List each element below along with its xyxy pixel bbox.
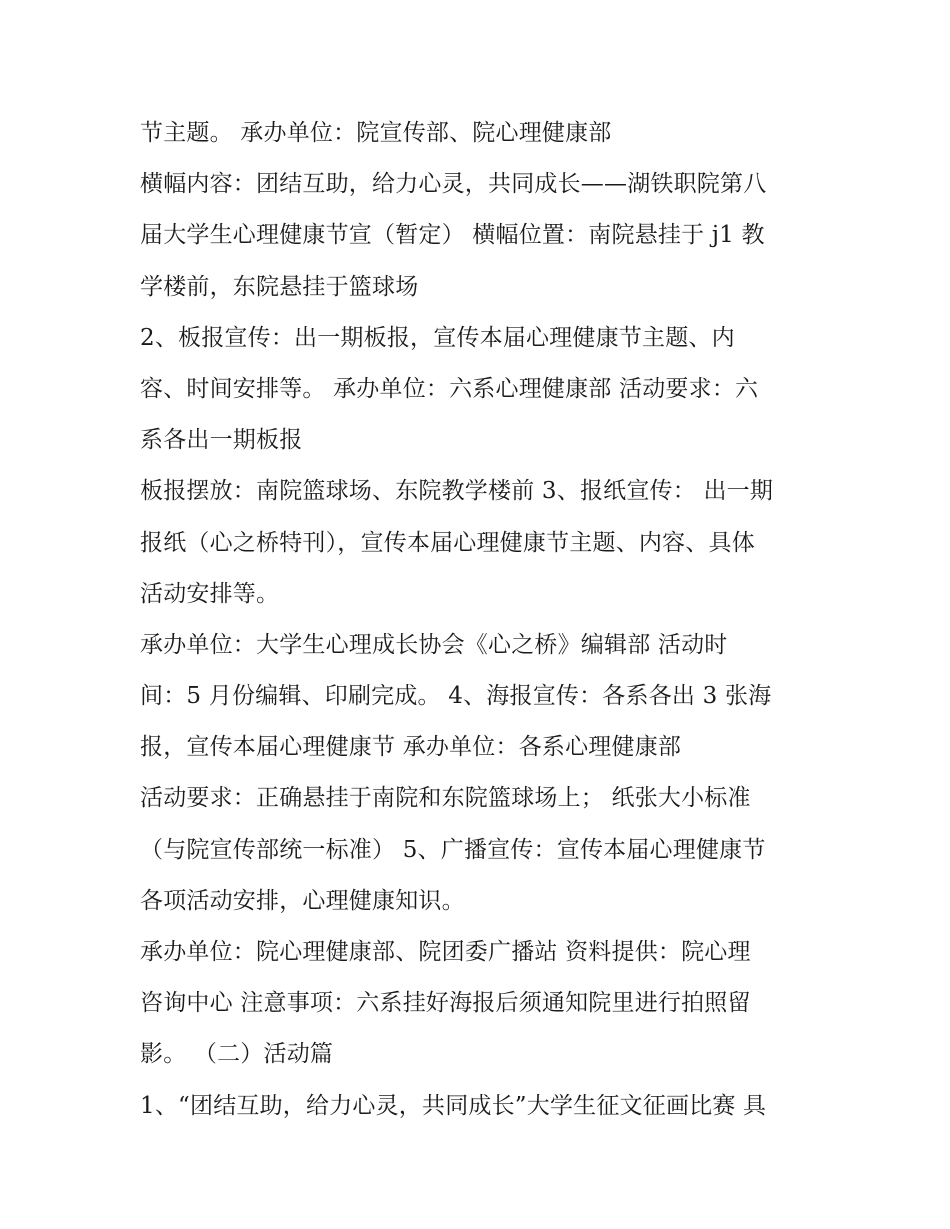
text-line: 各项活动安排，心理健康知识。 bbox=[140, 887, 465, 914]
text-line: （与院宣传部统一标准） 5、广播宣传：宣传本届心理健康节 bbox=[140, 836, 766, 863]
text-line: 节主题。 承办单位：院宣传部、院心理健康部 bbox=[140, 120, 612, 146]
text-line: 容、时间安排等。 承办单位：六系心理健康部 活动要求：六 bbox=[140, 375, 759, 402]
text-line: 咨询中心 注意事项：六系挂好海报后须通知院里进行拍照留 bbox=[140, 990, 751, 1017]
text-line: 影。 （二）活动篇 bbox=[140, 1041, 334, 1068]
body-text bbox=[140, 108, 820, 1132]
text-line: 2、板报宣传：出一期板报，宣传本届心理健康节主题、内 bbox=[140, 324, 735, 351]
text-line: 横幅内容：团结互助，给力心灵，共同成长——湖铁职院第八 bbox=[140, 171, 767, 198]
text-line: 1、“团结互助，给力心灵，共同成长”大学生征文征画比赛 具 bbox=[140, 1092, 767, 1119]
text-line: 报，宣传本届心理健康节 承办单位：各系心理健康部 bbox=[140, 734, 682, 761]
text-line: 系各出一期板报 bbox=[140, 427, 303, 454]
text-line: 间：5 月份编辑、印刷完成。 4、海报宣传：各系各出 3 张海 bbox=[140, 683, 772, 710]
text-line: 届大学生心理健康节宣（暂定） 横幅位置：南院悬挂于 j1 教 bbox=[140, 222, 765, 249]
text-line: 承办单位：大学生心理成长协会《心之桥》编辑部 活动时 bbox=[140, 631, 728, 658]
text-line: 承办单位：院心理健康部、院团委广播站 资料提供：院心理 bbox=[140, 939, 751, 965]
text-line: 报纸（心之桥特刊），宣传本届心理健康节主题、内容、具体 bbox=[140, 529, 755, 556]
text-line: 板报摆放：南院篮球场、东院教学楼前 3、报纸宣传： 出一期 bbox=[140, 478, 774, 505]
text-line: 活动要求：正确悬挂于南院和东院篮球场上； 纸张大小标准 bbox=[140, 785, 751, 812]
text-line: 学楼前，东院悬挂于篮球场 bbox=[140, 273, 419, 300]
text-line: 活动安排等。 bbox=[140, 580, 280, 607]
